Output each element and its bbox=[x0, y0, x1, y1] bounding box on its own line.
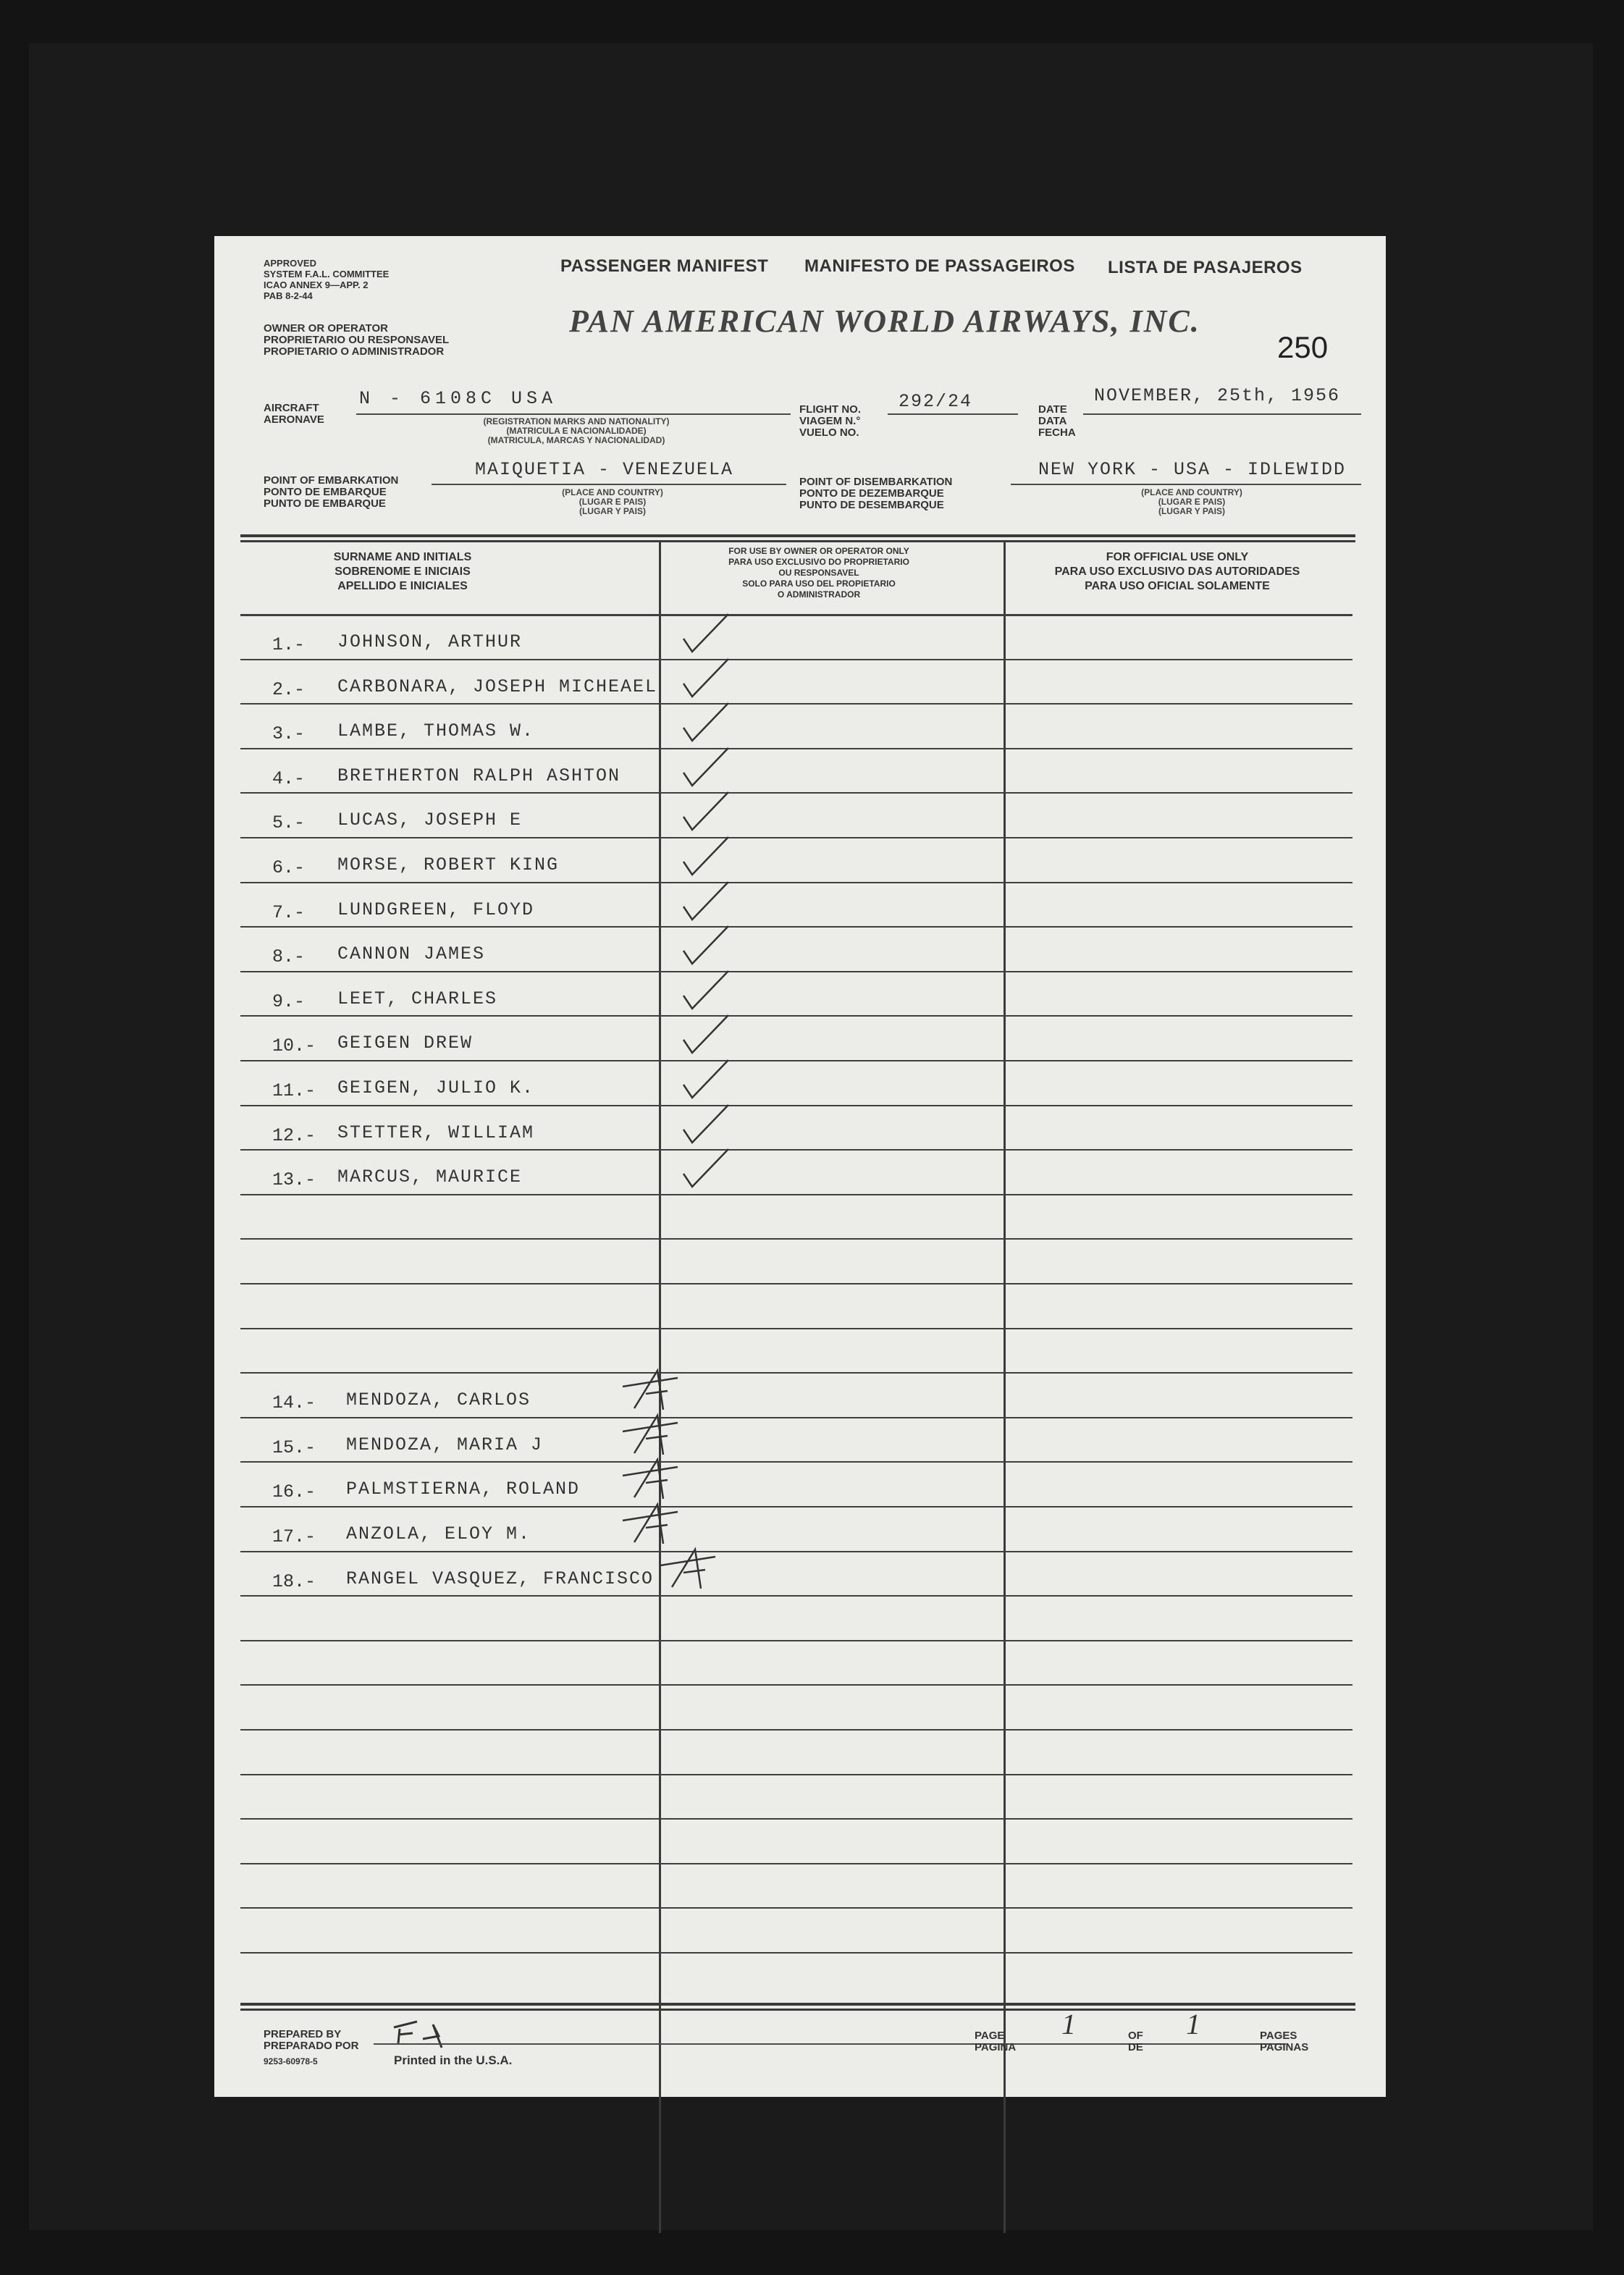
prepared-label bbox=[264, 2029, 358, 2052]
passenger-number: 16.- bbox=[272, 1481, 316, 1503]
checkmark-icon bbox=[678, 1145, 757, 1195]
row-rule bbox=[240, 837, 1352, 838]
passenger-name: MORSE, ROBERT KING bbox=[337, 854, 560, 875]
checkmark-icon bbox=[678, 1011, 757, 1061]
passenger-name: MARCUS, MAURICE bbox=[337, 1166, 523, 1188]
embarkation-underline bbox=[432, 484, 786, 485]
date-underline bbox=[1083, 413, 1361, 415]
embarkation-sublabel-line: (LUGAR E PAIS) bbox=[579, 497, 647, 507]
embarkation-label-line: PONTO DE EMBARQUE bbox=[264, 486, 387, 498]
column-header-line: APELLIDO E INICIALES bbox=[337, 580, 468, 592]
embarkation-label bbox=[264, 475, 398, 510]
flight-label-line: FLIGHT NO. bbox=[799, 403, 861, 416]
passenger-number: 6.- bbox=[272, 857, 306, 878]
row-rule bbox=[240, 926, 1352, 928]
passenger-number: 13.- bbox=[272, 1169, 316, 1191]
aircraft-label bbox=[264, 403, 324, 426]
passenger-number: 1.- bbox=[272, 634, 306, 655]
passenger-number: 15.- bbox=[272, 1437, 316, 1458]
aircraft-value: N - 6108C USA bbox=[359, 388, 558, 409]
row-rule bbox=[240, 882, 1352, 883]
flight-label-line: VUELO NO. bbox=[799, 426, 859, 439]
approval-line: ICAO ANNEX 9—APP. 2 bbox=[264, 279, 369, 290]
row-rule bbox=[240, 1506, 1352, 1507]
pages-label-line: PAGES bbox=[1260, 2030, 1297, 2042]
row-rule bbox=[240, 1818, 1352, 1820]
disembarkation-sublabel bbox=[1105, 488, 1279, 516]
passenger-number: 12.- bbox=[272, 1124, 316, 1146]
column-header-line: OU RESPONSAVEL bbox=[778, 568, 859, 578]
of-value: 1 bbox=[1186, 2008, 1200, 2040]
passenger-number: 18.- bbox=[272, 1570, 316, 1592]
date-label bbox=[1038, 404, 1076, 439]
disembarkation-sublabel-line: (LUGAR E PAIS) bbox=[1158, 497, 1226, 507]
column-header-names bbox=[272, 550, 533, 594]
row-rule bbox=[240, 1328, 1352, 1329]
row-rule bbox=[240, 1461, 1352, 1463]
row-rule bbox=[240, 1283, 1352, 1284]
preparer-signature bbox=[388, 2011, 475, 2055]
checkmark-icon bbox=[678, 967, 757, 1017]
passenger-number: 4.- bbox=[272, 768, 306, 789]
aircraft-sublabel-line: (MATRICULA E NACIONALIDADE) bbox=[506, 426, 647, 436]
owner-label-line: OWNER OR OPERATOR bbox=[264, 322, 388, 335]
checkmark-icon bbox=[678, 922, 757, 972]
passenger-number: 14.- bbox=[272, 1392, 316, 1414]
embarkation-label-line: PUNTO DE EMBARQUE bbox=[264, 497, 386, 510]
flight-underline bbox=[888, 413, 1018, 415]
passenger-number: 9.- bbox=[272, 991, 306, 1012]
disembarkation-underline bbox=[1011, 484, 1361, 485]
prepared-label-line: PREPARADO POR bbox=[264, 2040, 359, 2052]
disembarkation-label-line: PONTO DE DEZEMBARQUE bbox=[799, 487, 944, 500]
owner-label bbox=[264, 323, 449, 358]
owner-label-line: PROPRIETARIO OU RESPONSAVEL bbox=[264, 334, 450, 346]
row-rule bbox=[240, 1238, 1352, 1240]
approval-line: PAB 8-2-44 bbox=[264, 290, 313, 301]
passenger-number: 11.- bbox=[272, 1080, 316, 1101]
column-header-line: SOBRENOME E INICIAIS bbox=[335, 565, 471, 578]
embarkation-value: MAIQUETIA - VENEZUELA bbox=[475, 459, 734, 480]
handwritten-a-mark bbox=[620, 1454, 699, 1505]
passenger-name: LUCAS, JOSEPH E bbox=[337, 810, 523, 831]
flight-label-line: VIAGEM N.° bbox=[799, 415, 861, 427]
row-rule bbox=[240, 1863, 1352, 1864]
checkmark-icon bbox=[678, 655, 757, 705]
pages-label bbox=[1260, 2030, 1308, 2053]
row-rule bbox=[240, 1595, 1352, 1597]
manifest-sheet bbox=[214, 236, 1386, 2097]
passenger-number: 3.- bbox=[272, 723, 306, 745]
page-value: 1 bbox=[1061, 2008, 1076, 2040]
disembarkation-label-line: POINT OF DISEMBARKATION bbox=[799, 476, 953, 488]
handwritten-a-mark bbox=[620, 1365, 699, 1416]
embarkation-sublabel-line: (LUGAR Y PAIS) bbox=[579, 506, 646, 516]
of-label-line: OF bbox=[1128, 2030, 1143, 2042]
disembarkation-label bbox=[799, 476, 952, 511]
date-label-line: DATE bbox=[1038, 403, 1067, 416]
table-bottom-rule bbox=[240, 2003, 1355, 2006]
prepared-label-line: PREPARED BY bbox=[264, 2028, 342, 2040]
approval-line: SYSTEM F.A.L. COMMITTEE bbox=[264, 269, 390, 279]
passenger-number: 2.- bbox=[272, 678, 306, 700]
aircraft-sublabel-line: (REGISTRATION MARKS AND NATIONALITY) bbox=[483, 416, 670, 426]
checkmark-icon bbox=[678, 744, 757, 794]
row-rule bbox=[240, 1729, 1352, 1731]
passenger-name: LEET, CHARLES bbox=[337, 988, 498, 1009]
passenger-name: STETTER, WILLIAM bbox=[337, 1122, 535, 1143]
row-rule bbox=[240, 748, 1352, 749]
embarkation-sublabel-line: (PLACE AND COUNTRY) bbox=[562, 487, 663, 497]
table-top-rule-inner bbox=[240, 540, 1355, 542]
row-rule bbox=[240, 792, 1352, 794]
row-rule bbox=[240, 1372, 1352, 1374]
passenger-name: ANZOLA, ELOY M. bbox=[346, 1523, 531, 1544]
page-label bbox=[975, 2030, 1016, 2053]
aircraft-sublabel bbox=[417, 417, 736, 445]
row-rule bbox=[240, 1640, 1352, 1641]
row-rule bbox=[240, 1060, 1352, 1061]
flight-label bbox=[799, 404, 861, 439]
passenger-name: LAMBE, THOMAS W. bbox=[337, 720, 535, 742]
column-divider-2 bbox=[1004, 540, 1006, 2233]
passenger-name: CANNON JAMES bbox=[337, 943, 486, 965]
column-header-line: PARA USO EXCLUSIVO DAS AUTORIDADES bbox=[1054, 565, 1300, 578]
column-header-line: O ADMINISTRADOR bbox=[777, 589, 861, 600]
column-header-line: PARA USO OFICIAL SOLAMENTE bbox=[1085, 580, 1270, 592]
row-rule bbox=[240, 1952, 1352, 1954]
disembarkation-label-line: PUNTO DE DESEMBARQUE bbox=[799, 499, 944, 511]
column-header-official bbox=[1011, 550, 1344, 594]
handwritten-a-mark bbox=[620, 1410, 699, 1460]
checkmark-icon bbox=[678, 1101, 757, 1151]
passenger-name: LUNDGREEN, FLOYD bbox=[337, 899, 535, 920]
row-rule bbox=[240, 1417, 1352, 1418]
row-rule bbox=[240, 614, 1352, 616]
aircraft-underline bbox=[356, 413, 791, 415]
approval-line: APPROVED bbox=[264, 258, 316, 269]
aircraft-sublabel-line: (MATRICULA, MARCAS Y NACIONALIDAD) bbox=[487, 435, 665, 445]
passenger-number: 8.- bbox=[272, 946, 306, 968]
row-rule bbox=[240, 703, 1352, 705]
checkmark-icon bbox=[678, 833, 757, 883]
row-rule bbox=[240, 1684, 1352, 1686]
passenger-name: GEIGEN DREW bbox=[337, 1033, 474, 1054]
passenger-name: RANGEL VASQUEZ, FRANCISCO bbox=[346, 1568, 655, 1589]
passenger-name: PALMSTIERNA, ROLAND bbox=[346, 1479, 581, 1500]
form-number: 9253-60978-5 bbox=[264, 2056, 318, 2066]
column-header-line: PARA USO EXCLUSIVO DO PROPRIETARIO bbox=[728, 557, 909, 567]
row-rule bbox=[240, 1774, 1352, 1775]
table-top-rule bbox=[240, 534, 1355, 537]
prepared-underline bbox=[374, 2043, 1286, 2045]
checkmark-icon bbox=[678, 1056, 757, 1106]
pages-label-line: PAGINAS bbox=[1260, 2041, 1309, 2053]
row-rule bbox=[240, 1149, 1352, 1151]
embarkation-label-line: POINT OF EMBARKATION bbox=[264, 474, 399, 487]
column-header-operator bbox=[678, 546, 960, 600]
passenger-number: 10.- bbox=[272, 1035, 316, 1057]
row-rule bbox=[240, 1551, 1352, 1552]
sheet-number: 250 bbox=[1277, 330, 1329, 364]
date-value: NOVEMBER, 25th, 1956 bbox=[1094, 385, 1341, 406]
approval-block bbox=[264, 258, 389, 301]
aircraft-label-line: AERONAVE bbox=[264, 413, 324, 426]
handwritten-a-mark bbox=[620, 1499, 699, 1549]
disembarkation-value: NEW YORK - USA - IDLEWIDD bbox=[1038, 459, 1347, 480]
embarkation-sublabel bbox=[526, 488, 699, 516]
passenger-number: 7.- bbox=[272, 901, 306, 923]
passenger-name: GEIGEN, JULIO K. bbox=[337, 1077, 535, 1098]
checkmark-icon bbox=[678, 610, 757, 660]
column-header-line: SOLO PARA USO DEL PROPIETARIO bbox=[742, 579, 896, 589]
title-portuguese: MANIFESTO DE PASSAGEIROS bbox=[804, 256, 1075, 276]
of-label-line: DE bbox=[1128, 2041, 1143, 2053]
handwritten-a-mark bbox=[657, 1544, 737, 1594]
passenger-name: BRETHERTON RALPH ASHTON bbox=[337, 765, 621, 786]
passenger-name: CARBONARA, JOSEPH MICHEAEL bbox=[337, 676, 658, 697]
row-rule bbox=[240, 1194, 1352, 1195]
passenger-name: JOHNSON, ARTHUR bbox=[337, 631, 523, 652]
title-spanish: LISTA DE PASAJEROS bbox=[1108, 258, 1303, 277]
column-header-line: FOR USE BY OWNER OR OPERATOR ONLY bbox=[728, 546, 909, 556]
row-rule bbox=[240, 1907, 1352, 1909]
page-label-line: PAGE bbox=[975, 2030, 1005, 2042]
printed-in: Printed in the U.S.A. bbox=[394, 2053, 513, 2067]
passenger-number: 17.- bbox=[272, 1526, 316, 1547]
passenger-name: MENDOZA, MARIA J bbox=[346, 1434, 544, 1455]
owner-label-line: PROPIETARIO O ADMINISTRADOR bbox=[264, 345, 445, 358]
column-header-line: FOR OFFICIAL USE ONLY bbox=[1106, 551, 1249, 563]
row-rule bbox=[240, 1105, 1352, 1106]
row-rule bbox=[240, 971, 1352, 972]
disembarkation-sublabel-line: (PLACE AND COUNTRY) bbox=[1141, 487, 1242, 497]
checkmark-icon bbox=[678, 699, 757, 749]
checkmark-icon bbox=[678, 878, 757, 928]
row-rule bbox=[240, 1015, 1352, 1017]
passenger-number: 5.- bbox=[272, 812, 306, 834]
disembarkation-sublabel-line: (LUGAR Y PAIS) bbox=[1158, 506, 1225, 516]
checkmark-icon bbox=[678, 788, 757, 838]
row-rule bbox=[240, 659, 1352, 660]
date-label-line: DATA bbox=[1038, 415, 1067, 427]
aircraft-label-line: AIRCRAFT bbox=[264, 402, 319, 414]
date-label-line: FECHA bbox=[1038, 426, 1076, 439]
flight-value: 292/24 bbox=[899, 391, 973, 412]
title-english: PASSENGER MANIFEST bbox=[560, 256, 769, 276]
page-label-line: PAGINA bbox=[975, 2041, 1017, 2053]
of-label bbox=[1128, 2030, 1143, 2053]
column-header-line: SURNAME AND INITIALS bbox=[333, 551, 472, 563]
airline-name: PAN AMERICAN WORLD AIRWAYS, INC. bbox=[569, 303, 1200, 339]
passenger-name: MENDOZA, CARLOS bbox=[346, 1389, 531, 1411]
